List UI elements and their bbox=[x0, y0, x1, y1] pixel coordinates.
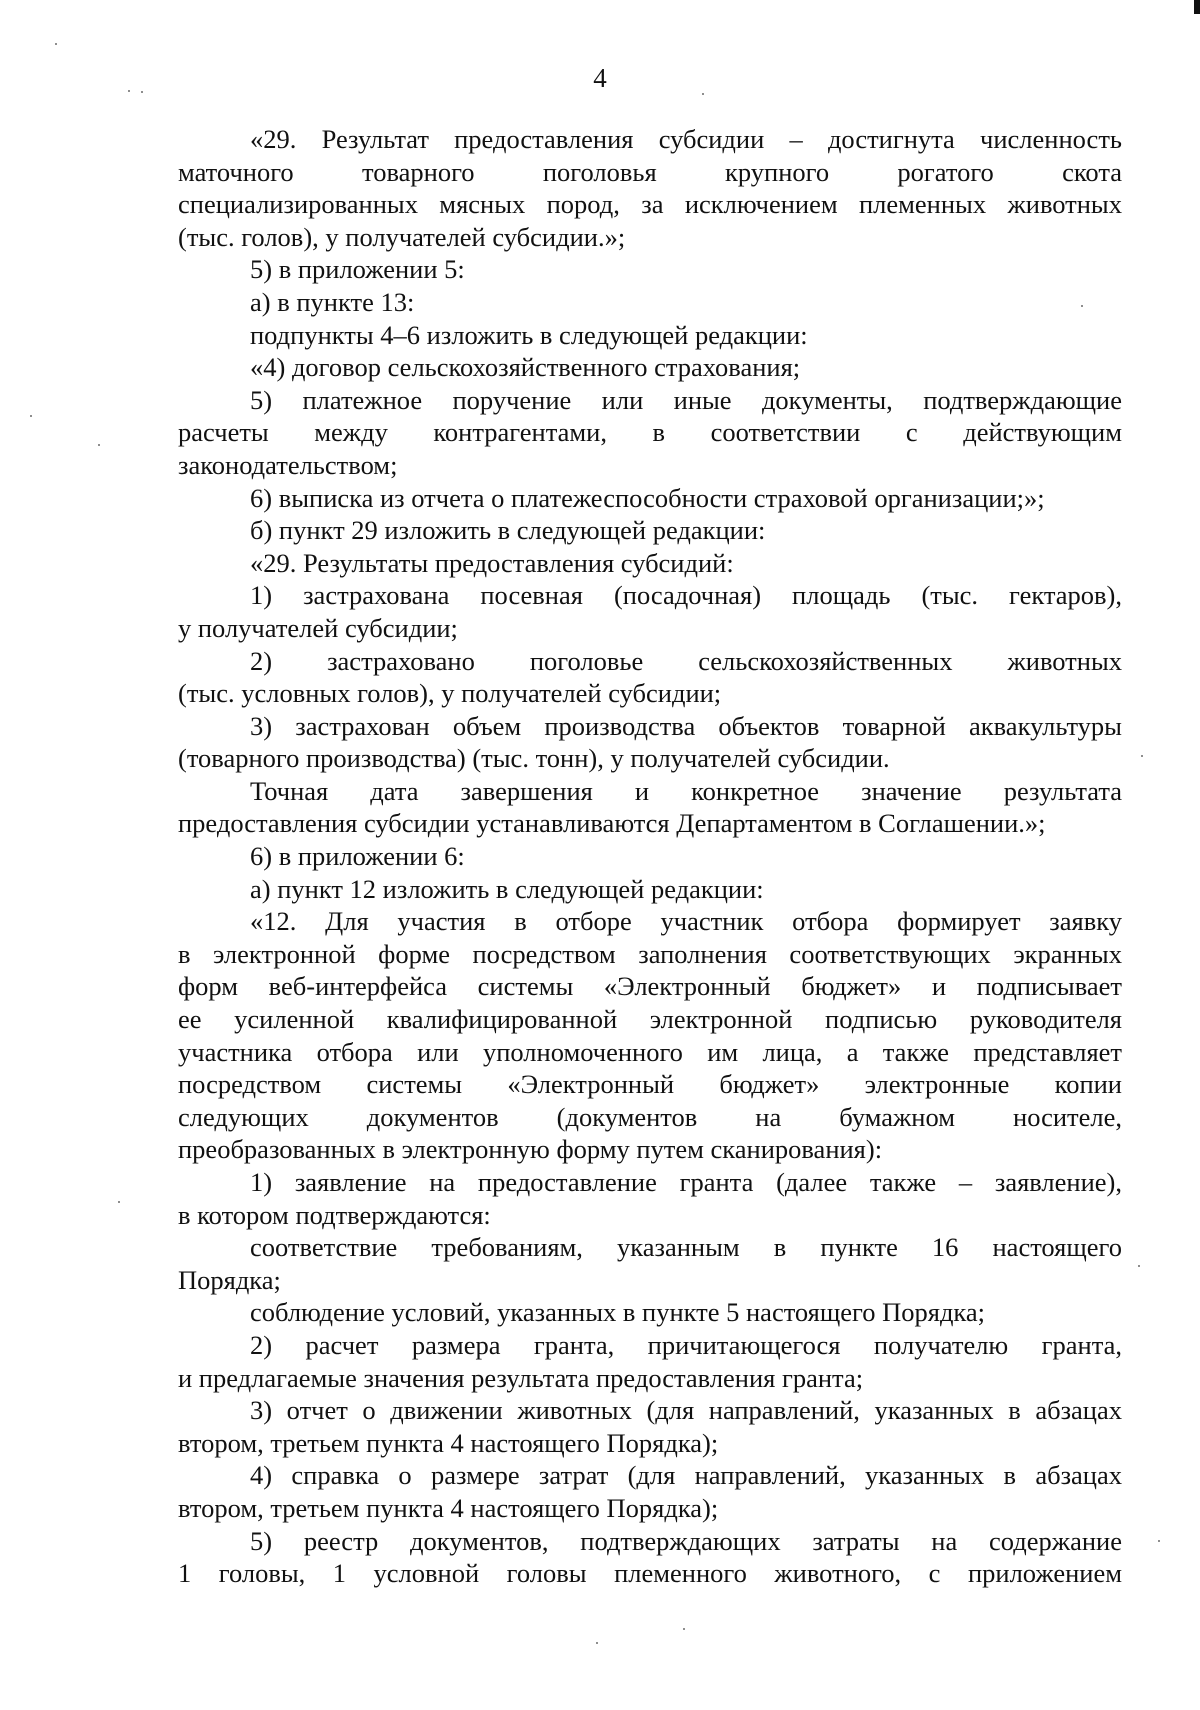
text-line: подпункты 4–6 изложить в следующей редакции: bbox=[250, 319, 808, 350]
text-line: маточного товарного поголовья крупного рогатого скота bbox=[178, 156, 1122, 187]
text-line: предоставления субсидии устанавливаются Департаментом в Соглашении.»; bbox=[178, 808, 1046, 839]
text-line: в электронной форме посредством заполнения соответствующих экранных bbox=[178, 938, 1122, 969]
text-line: расчеты между контрагентами, в соответствии с действующим bbox=[178, 417, 1122, 448]
scan-speck bbox=[98, 444, 100, 446]
scan-speck bbox=[30, 415, 32, 417]
text-line: специализированных мясных пород, за исключением племенных животных bbox=[178, 189, 1122, 220]
text-line: в котором подтверждаются: bbox=[178, 1199, 491, 1230]
text-line: (тыс. голов), у получателей субсидии.»; bbox=[178, 221, 626, 252]
text-line: «29. Результаты предоставления субсидий: bbox=[250, 547, 734, 578]
scan-speck bbox=[683, 1628, 685, 1630]
text-line: «4) договор сельскохозяйственного страхования; bbox=[250, 352, 801, 383]
text-line: 1 головы, 1 условной головы племенного животного, с приложением bbox=[178, 1558, 1122, 1589]
text-line: 3) застрахован объем производства объектов товарной аквакультуры bbox=[250, 710, 1122, 741]
text-line: 6) в приложении 6: bbox=[250, 841, 465, 872]
text-line: 6) выписка из отчета о платежеспособности страховой организации;»; bbox=[250, 482, 1045, 513]
text-line: форм веб-интерфейса системы «Электронный бюджет» и подписывает bbox=[178, 971, 1122, 1002]
text-line: ее усиленной квалифицированной электронной подписью руководителя bbox=[178, 1004, 1122, 1035]
text-line: 1) заявление на предоставление гранта (далее также – заявление), bbox=[250, 1167, 1122, 1197]
text-line: законодательством; bbox=[178, 449, 398, 480]
text-line: втором, третьем пункта 4 настоящего Порядка); bbox=[178, 1427, 719, 1458]
text-line: 3) отчет о движении животных (для направлений, указанных в абзацах bbox=[250, 1395, 1122, 1426]
text-line: Точная дата завершения и конкретное значение результата bbox=[250, 775, 1122, 806]
text-line: 1) застрахована посевная (посадочная) площадь (тыс. гектаров), bbox=[250, 580, 1122, 611]
text-line: 5) платежное поручение или иные документы, подтверждающие bbox=[250, 384, 1122, 415]
text-line: соответствие требованиям, указанным в пункте 16 настоящего bbox=[250, 1232, 1122, 1263]
text-line: втором, третьем пункта 4 настоящего Порядка); bbox=[178, 1492, 719, 1523]
text-line: 2) расчет размера гранта, причитающегося получателю гранта, bbox=[250, 1329, 1122, 1360]
text-line: а) в пункте 13: bbox=[250, 286, 415, 317]
text-line: «29. Результат предоставления субсидии – достигнута численность bbox=[250, 124, 1122, 154]
text-line: соблюдение условий, указанных в пункте 5 настоящего Порядка; bbox=[250, 1297, 986, 1328]
text-line: 2) застраховано поголовье сельскохозяйственных животных bbox=[250, 645, 1122, 676]
text-line: б) пункт 29 изложить в следующей редакции: bbox=[250, 515, 766, 546]
scan-speck bbox=[1158, 1540, 1160, 1542]
scan-speck bbox=[1138, 1265, 1140, 1267]
text-line: 5) реестр документов, подтверждающих затраты на содержание bbox=[250, 1525, 1122, 1556]
text-line: участника отбора или уполномоченного им лица, а также представляет bbox=[178, 1036, 1122, 1067]
text-line: преобразованных в электронную форму путем сканирования): bbox=[178, 1134, 883, 1165]
text-line: 4) справка о размере затрат (для направлений, указанных в абзацах bbox=[250, 1460, 1122, 1491]
document-body bbox=[178, 123, 1122, 1590]
scan-speck bbox=[118, 1201, 120, 1203]
text-line: «12. Для участия в отборе участник отбора формирует заявку bbox=[250, 906, 1122, 937]
text-line: у получателей субсидии; bbox=[178, 612, 458, 643]
text-line: следующих документов (документов на бумажном носителе, bbox=[178, 1101, 1122, 1132]
text-line: Порядка; bbox=[178, 1264, 281, 1295]
scan-speck bbox=[55, 43, 57, 45]
text-line: (товарного производства) (тыс. тонн), у получателей субсидии. bbox=[178, 743, 890, 774]
text-line: 5) в приложении 5: bbox=[250, 254, 465, 285]
scan-speck bbox=[1141, 755, 1143, 757]
text-line: (тыс. условных голов), у получателей субсидии; bbox=[178, 678, 722, 709]
text-line: и предлагаемые значения результата предоставления гранта; bbox=[178, 1362, 864, 1393]
scan-edge-mark bbox=[1194, 0, 1200, 14]
text-line: а) пункт 12 изложить в следующей редакции: bbox=[250, 873, 764, 904]
scan-speck bbox=[596, 1642, 598, 1644]
page-number: 4 bbox=[593, 63, 607, 93]
text-line: посредством системы «Электронный бюджет» электронные копии bbox=[178, 1069, 1122, 1100]
